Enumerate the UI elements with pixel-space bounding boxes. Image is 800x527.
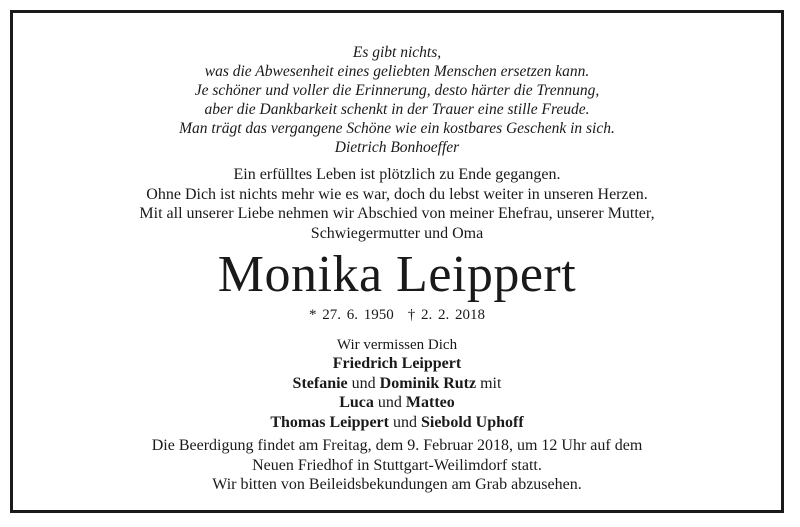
mourners-list [13, 354, 781, 432]
mourner-line [13, 354, 781, 374]
mourner-name: Stefanie [292, 374, 348, 392]
mourner-name: Thomas Leippert [270, 413, 389, 431]
funeral-line: Die Beerdigung findet am Freitag, dem 9. Februar 2018, um 12 Uhr auf dem [151, 437, 643, 454]
quote-line: Man trägt das vergangene Schöne wie ein kostbares Geschenk in sich. [179, 120, 615, 137]
mourner-line [13, 413, 781, 433]
quote-line: aber die Dankbarkeit schenkt in der Trauer eine stille Freude. [204, 101, 590, 118]
life-dates [13, 305, 781, 325]
intro-line: Ein erfülltes Leben ist plötzlich zu Ende gegangen. [233, 166, 561, 183]
intro-text [13, 165, 781, 243]
intro-line: Ohne Dich ist nichts mehr wie es war, doch du lebst weiter in unseren Herzen. [146, 185, 648, 203]
conjunction: mit [480, 374, 502, 392]
mourner-name: Dominik Rutz [379, 374, 477, 392]
funeral-line: Neuen Friedhof in Stuttgart-Weilimdorf statt. [252, 456, 542, 474]
intro-line: Mit all unserer Liebe nehmen wir Abschied von meiner Ehefrau, unserer Mutter, [139, 205, 655, 222]
mourner-name: Matteo [405, 394, 455, 411]
death-date: † 2. 2. 2018 [407, 307, 485, 323]
quote-author: Dietrich Bonhoeffer [334, 139, 460, 156]
obituary-frame [10, 10, 784, 513]
conjunction: und [392, 413, 417, 431]
conjunction: und [351, 374, 376, 392]
quote-line: Es gibt nichts, [352, 44, 442, 61]
mourner-name: Friedrich Leippert [332, 355, 462, 372]
mourners-heading: Wir vermissen Dich [336, 337, 458, 353]
quote-line: Je schöner und voller die Erinnerung, desto härter die Trennung, [194, 82, 600, 99]
quote-block [13, 43, 781, 157]
mourner-name: Luca [339, 394, 374, 411]
birth-date: * 27. 6. 1950 [309, 307, 394, 323]
funeral-line: Wir bitten von Beileidsbekundungen am Grab abzusehen. [212, 476, 582, 493]
mourner-line [13, 393, 781, 413]
mourner-name: Siebold Uphoff [420, 413, 524, 431]
intro-line: Schwiegermutter und Oma [310, 224, 484, 242]
deceased-name: Monika Leippert [217, 246, 577, 303]
mourner-line [13, 374, 781, 394]
funeral-notice [13, 436, 781, 495]
quote-line: was die Abwesenheit eines geliebten Menschen ersetzen kann. [204, 63, 590, 80]
conjunction: und [377, 394, 402, 411]
